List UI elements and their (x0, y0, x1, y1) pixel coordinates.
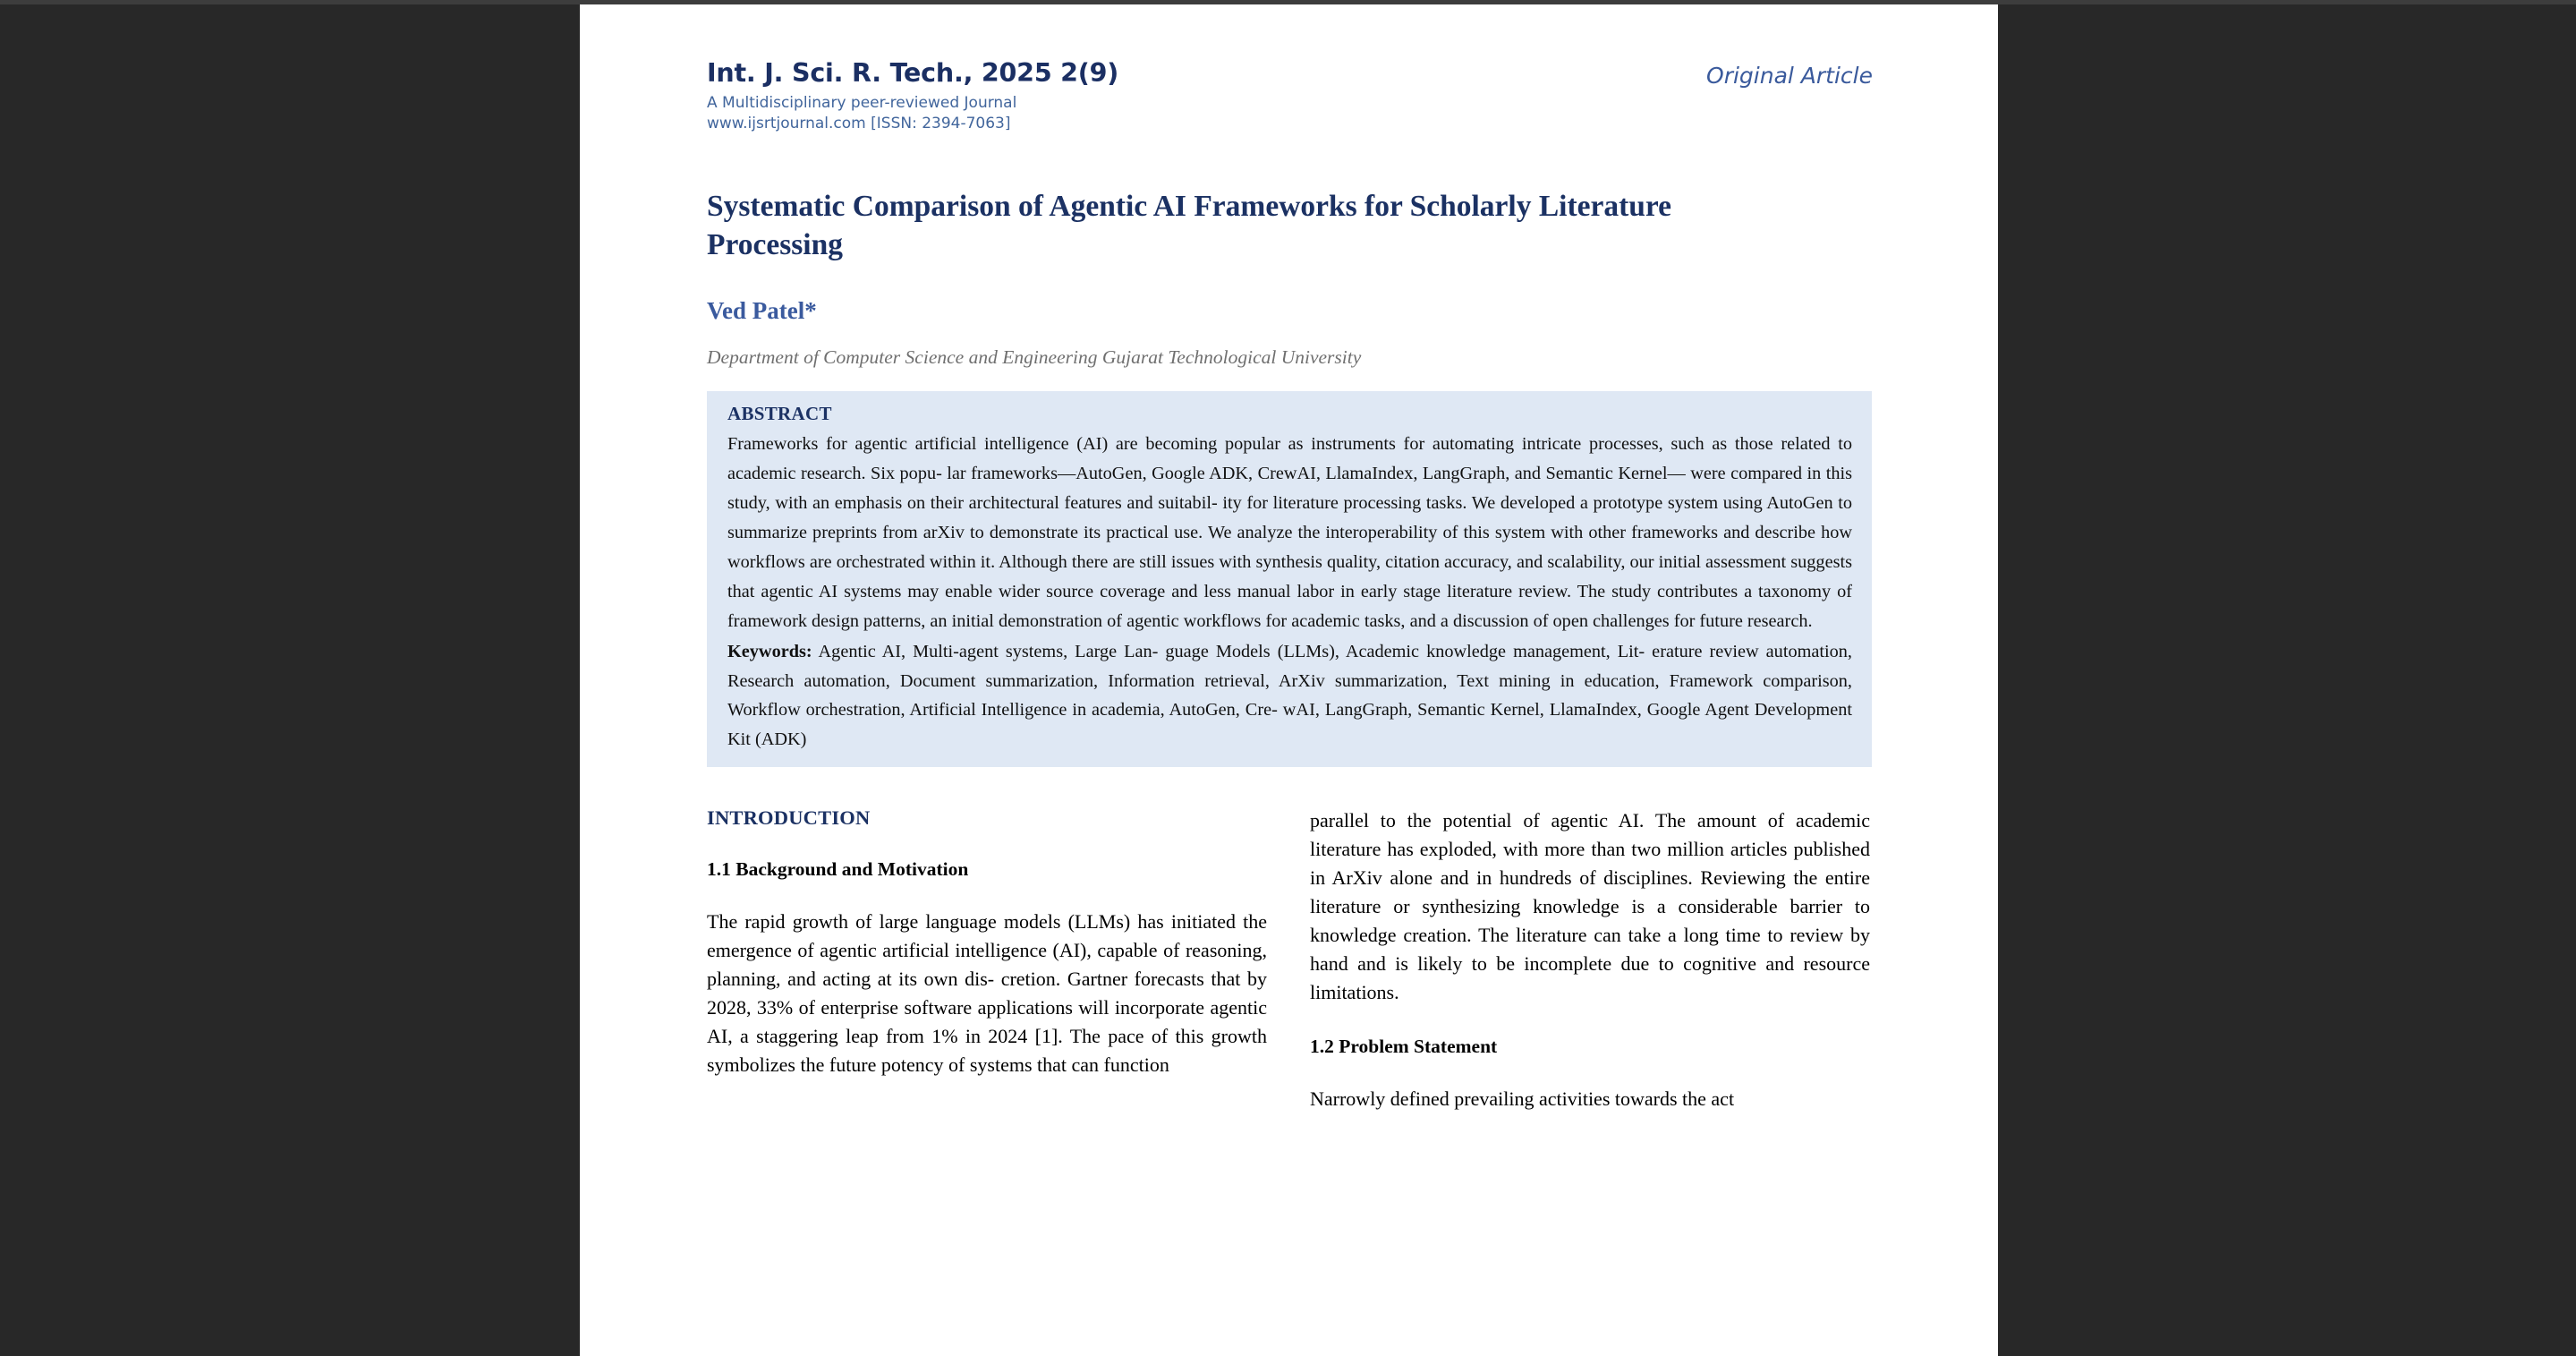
abstract-heading: ABSTRACT (727, 402, 832, 424)
page-content (580, 4, 1998, 1133)
paragraph-background: The rapid growth of large language models (LLMs) has initiated the emergence of agentic artificial intelligence (AI), capable of reasoning, planning, and acting at its own dis- cretion. Gartner forecasts that by 2028, 33% of enterprise software applications will incorporate agentic AI, a staggering leap from 1% in 2024 [1]. The pace of this growth symbolizes the future potency of systems that can function (707, 910, 1267, 1077)
journal-subtitle-block (707, 93, 1873, 135)
keywords-values: Agentic AI, Multi-agent systems, Large Lan- guage Models (LLMs), Academic knowledge management, Lit- erature review automation, Research automation, Document summarization, Information retrieval, ArXiv summarization, Text mining in education, Framework comparison, Workflow orchestration, Artificial Intelligence in academia, AutoGen, Cre- wAI, LangGraph, Semantic Kernel, LlamaIndex, Google Agent Development Kit (ADK) (727, 641, 1852, 750)
keywords-label: Keywords: (727, 641, 812, 661)
page-title: Systematic Comparison of Agentic AI Frameworks for Scholarly Literature Processing (707, 190, 1672, 261)
right-column (1310, 806, 1870, 1133)
author-name: Ved Patel* (707, 296, 817, 324)
journal-header (707, 60, 1873, 154)
author-affiliation: Department of Computer Science and Engineering Gujarat Technological University (707, 345, 1362, 368)
subsection-heading-background: 1.1 Background and Motivation (707, 858, 969, 881)
journal-url-issn[interactable]: www.ijsrtjournal.com [ISSN: 2394-7063] (707, 115, 1011, 133)
paragraph-background-continued: parallel to the potential of agentic AI. The amount of academic literature has exploded, with more than two million articles published in ArXiv alone and in hundreds of disciplines. Reviewing the entire literature or synthesizing knowledge is a considerable barrier to knowledge creation. The literature can take a long time to review by hand and is likely to be incomplete due to cognitive and resource limitations. (1310, 809, 1870, 1004)
body-columns (707, 806, 1873, 1133)
article-type-badge: Original Article (1706, 63, 1873, 89)
abstract-box (707, 391, 1872, 768)
paragraph-problem-statement: Narrowly defined prevailing activities towards the act (1310, 1087, 1735, 1111)
keywords-line (727, 637, 1852, 755)
abstract-text: Frameworks for agentic artificial intelligence (AI) are becoming popular as instruments for automating intricate processes, such as those related to academic research. Six popu- lar frameworks—AutoGen, Google ADK, CrewAI, LlamaIndex, LangGraph, and Semantic Kernel— were compared in this study, with an emphasis on their architectural features and suitabil- ity for literature processing tasks. We developed a prototype system using AutoGen to summarize preprints from arXiv to demonstrate its practical use. We analyze the interoperability of this system with other frameworks and describe how workflows are orchestrated within it. Although there are still issues with synthesis quality, citation accuracy, and scalability, our initial assessment suggests that agentic AI systems may enable wider source coverage and less manual labor in early stage literature review. The study contributes a taxonomy of framework design patterns, an initial demonstration of agentic workflows for academic tasks, and a discussion of open challenges for future research. (727, 433, 1852, 631)
subsection-heading-problem-statement: 1.2 Problem Statement (1310, 1036, 1498, 1058)
journal-descriptor: A Multidisciplinary peer-reviewed Journal (707, 93, 1017, 112)
document-page (580, 4, 1998, 1356)
left-column (707, 806, 1267, 1133)
section-heading-introduction: INTRODUCTION (707, 806, 871, 830)
journal-name: Int. J. Sci. R. Tech., 2025 2(9) (707, 58, 1119, 88)
